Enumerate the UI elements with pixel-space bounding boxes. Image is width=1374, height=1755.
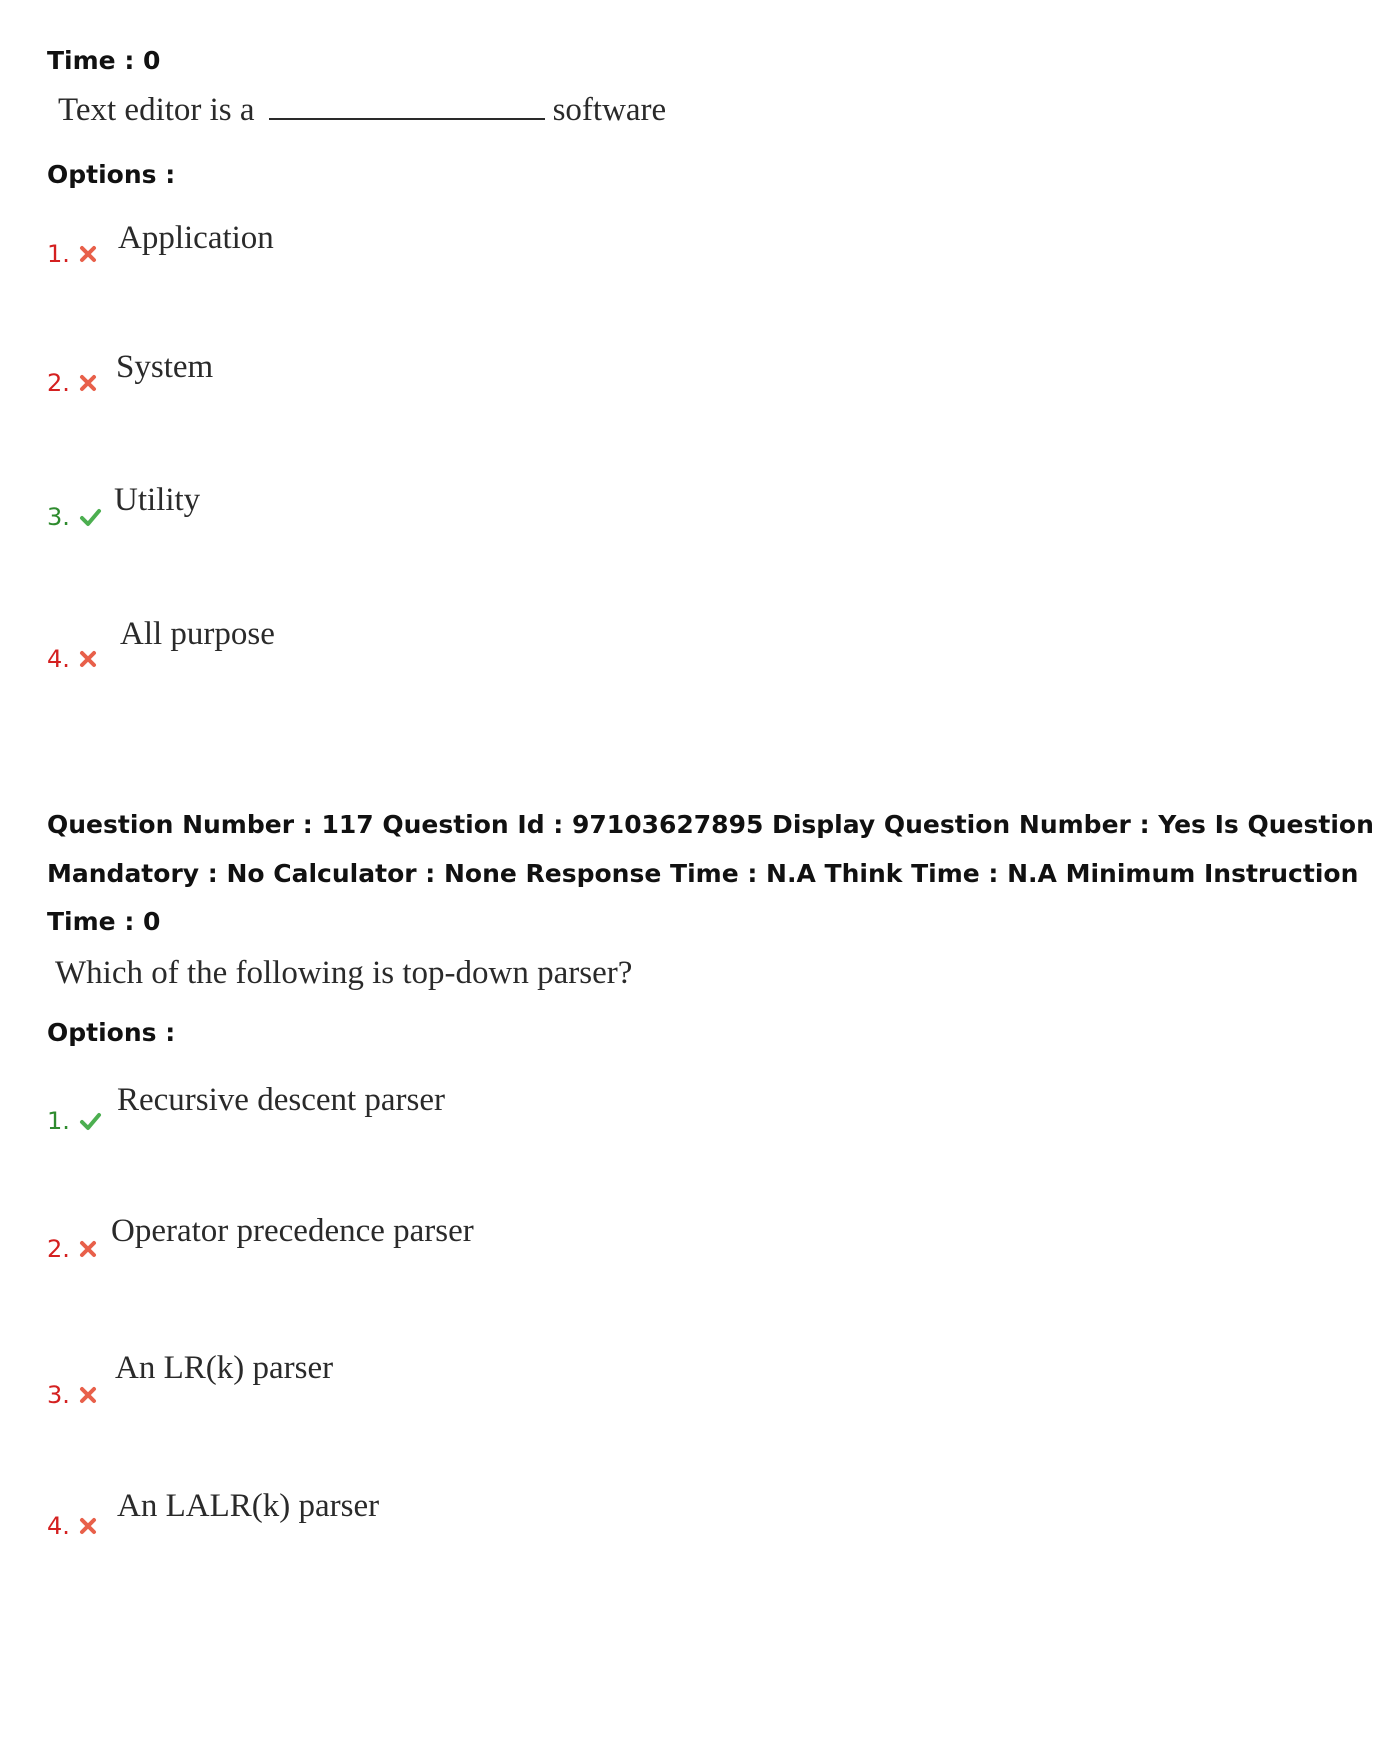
option-number: 4.	[47, 1512, 70, 1540]
q117-meta-line-1: Question Number : 117 Question Id : 97103627895 Display Question Number : Yes Is Question	[47, 810, 1374, 839]
option-number: 4.	[47, 645, 70, 673]
cross-icon	[78, 373, 98, 393]
q116-option-3-number	[47, 503, 102, 531]
q117-time: Time : 0	[47, 907, 161, 936]
option-number: 2.	[47, 1235, 70, 1263]
option-number: 2.	[47, 369, 70, 397]
cross-icon	[78, 1239, 98, 1259]
q117-option-1-number	[47, 1107, 102, 1135]
q116-option-4-number	[47, 645, 98, 673]
q116-option-2-text: System	[116, 349, 214, 385]
option-number: 3.	[47, 1381, 70, 1409]
q117-option-2-number	[47, 1235, 98, 1263]
q116-text-after: software	[552, 92, 667, 128]
q116-time: Time : 0	[47, 46, 161, 75]
q116-option-2-number	[47, 369, 98, 397]
q117-option-2-text: Operator precedence parser	[111, 1213, 474, 1249]
q116-option-1-number	[47, 240, 98, 268]
q116-question-text	[58, 92, 666, 129]
q116-option-1-text: Application	[118, 220, 274, 256]
q116-option-3-text: Utility	[114, 482, 201, 518]
q117-option-4-text: An LALR(k) parser	[117, 1488, 380, 1524]
q117-options-label: Options :	[47, 1018, 176, 1047]
q117-option-1-text: Recursive descent parser	[117, 1082, 446, 1118]
q116-option-4-text: All purpose	[120, 616, 275, 652]
cross-icon	[78, 1385, 98, 1405]
check-icon	[78, 507, 102, 527]
q117-option-3-number	[47, 1381, 98, 1409]
q117-option-4-number	[47, 1512, 98, 1540]
option-number: 1.	[47, 1107, 70, 1135]
q116-options-label: Options :	[47, 160, 176, 189]
option-number: 1.	[47, 240, 70, 268]
q117-option-3-text: An LR(k) parser	[115, 1350, 334, 1386]
option-number: 3.	[47, 503, 70, 531]
check-icon	[78, 1111, 102, 1131]
q117-question-text: Which of the following is top-down parser?	[55, 955, 633, 991]
cross-icon	[78, 244, 98, 264]
cross-icon	[78, 1516, 98, 1536]
cross-icon	[78, 649, 98, 669]
q116-blank-line	[269, 117, 545, 120]
q116-text-before: Text editor is a	[58, 92, 255, 128]
q117-meta-line-2: Mandatory : No Calculator : None Response Time : N.A Think Time : N.A Minimum Instruction	[47, 859, 1359, 888]
